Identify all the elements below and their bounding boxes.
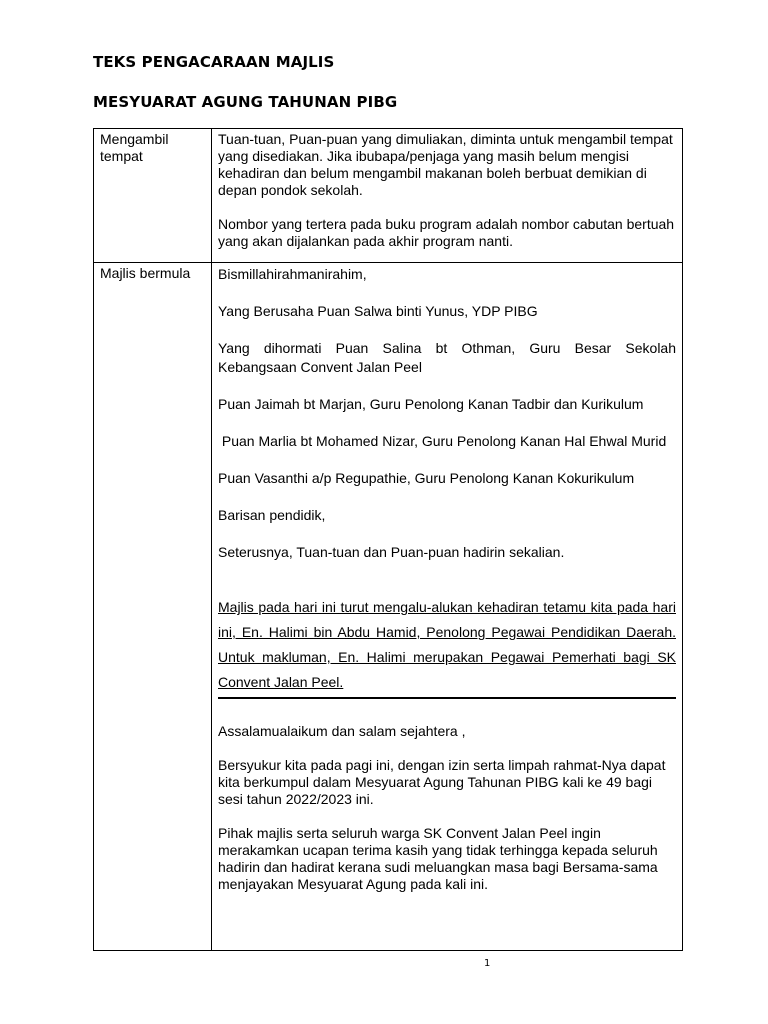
section-label-text: Mengambil tempat <box>100 131 169 164</box>
paragraph: Bersyukur kita pada pagi ini, dengan izin serta limpah rahmat-Nya dapat kita berkumpul dalam Mesyuarat Agung Tahunan PIBG kali ke 49 bagi sesi tahun 2022/2023 ini. <box>218 757 666 807</box>
paragraph: Pihak majlis serta seluruh warga SK Convent Jalan Peel ingin merakamkan ucapan terima kasih yang tidak terhingga kepada seluruh hadirin dan hadirat kerana sudi meluangkan masa bagi Bersama-sama menjayakan Mesyuarat Agung pada kali ini. <box>218 825 658 892</box>
paragraph: Nombor yang tertera pada buku program adalah nombor cabutan bertuah yang akan dijalankan pada akhir program nanti. <box>218 216 675 249</box>
section-label <box>94 263 212 951</box>
paragraph: Yang Berusaha Puan Salwa binti Yunus, YDP PIBG <box>218 303 538 319</box>
paragraph: Yang dihormati Puan Salina bt Othman, Guru Besar Sekolah Kebangsaan Convent Jalan Peel <box>218 340 676 375</box>
paragraph: Bismillahirahmanirahim, <box>218 266 367 282</box>
paragraph: Barisan pendidik, <box>218 507 326 523</box>
script-table <box>93 128 683 951</box>
document-subtitle: MESYUARAT AGUNG TAHUNAN PIBG <box>93 93 398 111</box>
section-content <box>212 263 683 951</box>
paragraph: Seterusnya, Tuan-tuan dan Puan-puan hadirin sekalian. <box>218 544 565 560</box>
underlined-paragraph: Majlis pada hari ini turut mengalu-alukan kehadiran tetamu kita pada hari ini, En. Halimi bin Abdu Hamid, Penolong Pegawai Pendidikan Daerah. Untuk makluman, En. Halimi merupakan Pegawai Pemerhati bagi SK Convent Jalan Peel. <box>218 599 676 690</box>
table-row <box>94 263 683 951</box>
paragraph: Puan Vasanthi a/p Regupathie, Guru Penolong Kanan Kokurikulum <box>218 470 635 486</box>
paragraph: Assalamualaikum dan salam sejahtera , <box>218 723 466 739</box>
document-title: TEKS PENGACARAAN MAJLIS <box>93 53 335 71</box>
section-label <box>94 129 212 263</box>
table-row <box>94 129 683 263</box>
page-number: 1 <box>484 958 491 969</box>
section-content <box>212 129 683 263</box>
section-label-text: Majlis bermula <box>100 265 191 281</box>
paragraph: Puan Jaimah bt Marjan, Guru Penolong Kanan Tadbir dan Kurikulum <box>218 396 644 412</box>
paragraph: Tuan-tuan, Puan-puan yang dimuliakan, diminta untuk mengambil tempat yang disediakan. Jika ibubapa/penjaga yang masih belum mengisi kehadiran dan belum mengambil makanan boleh berbuat demikian di depan pondok sekolah. <box>218 131 673 198</box>
horizontal-rule <box>218 697 676 699</box>
paragraph: Puan Marlia bt Mohamed Nizar, Guru Penolong Kanan Hal Ehwal Murid <box>218 433 667 449</box>
